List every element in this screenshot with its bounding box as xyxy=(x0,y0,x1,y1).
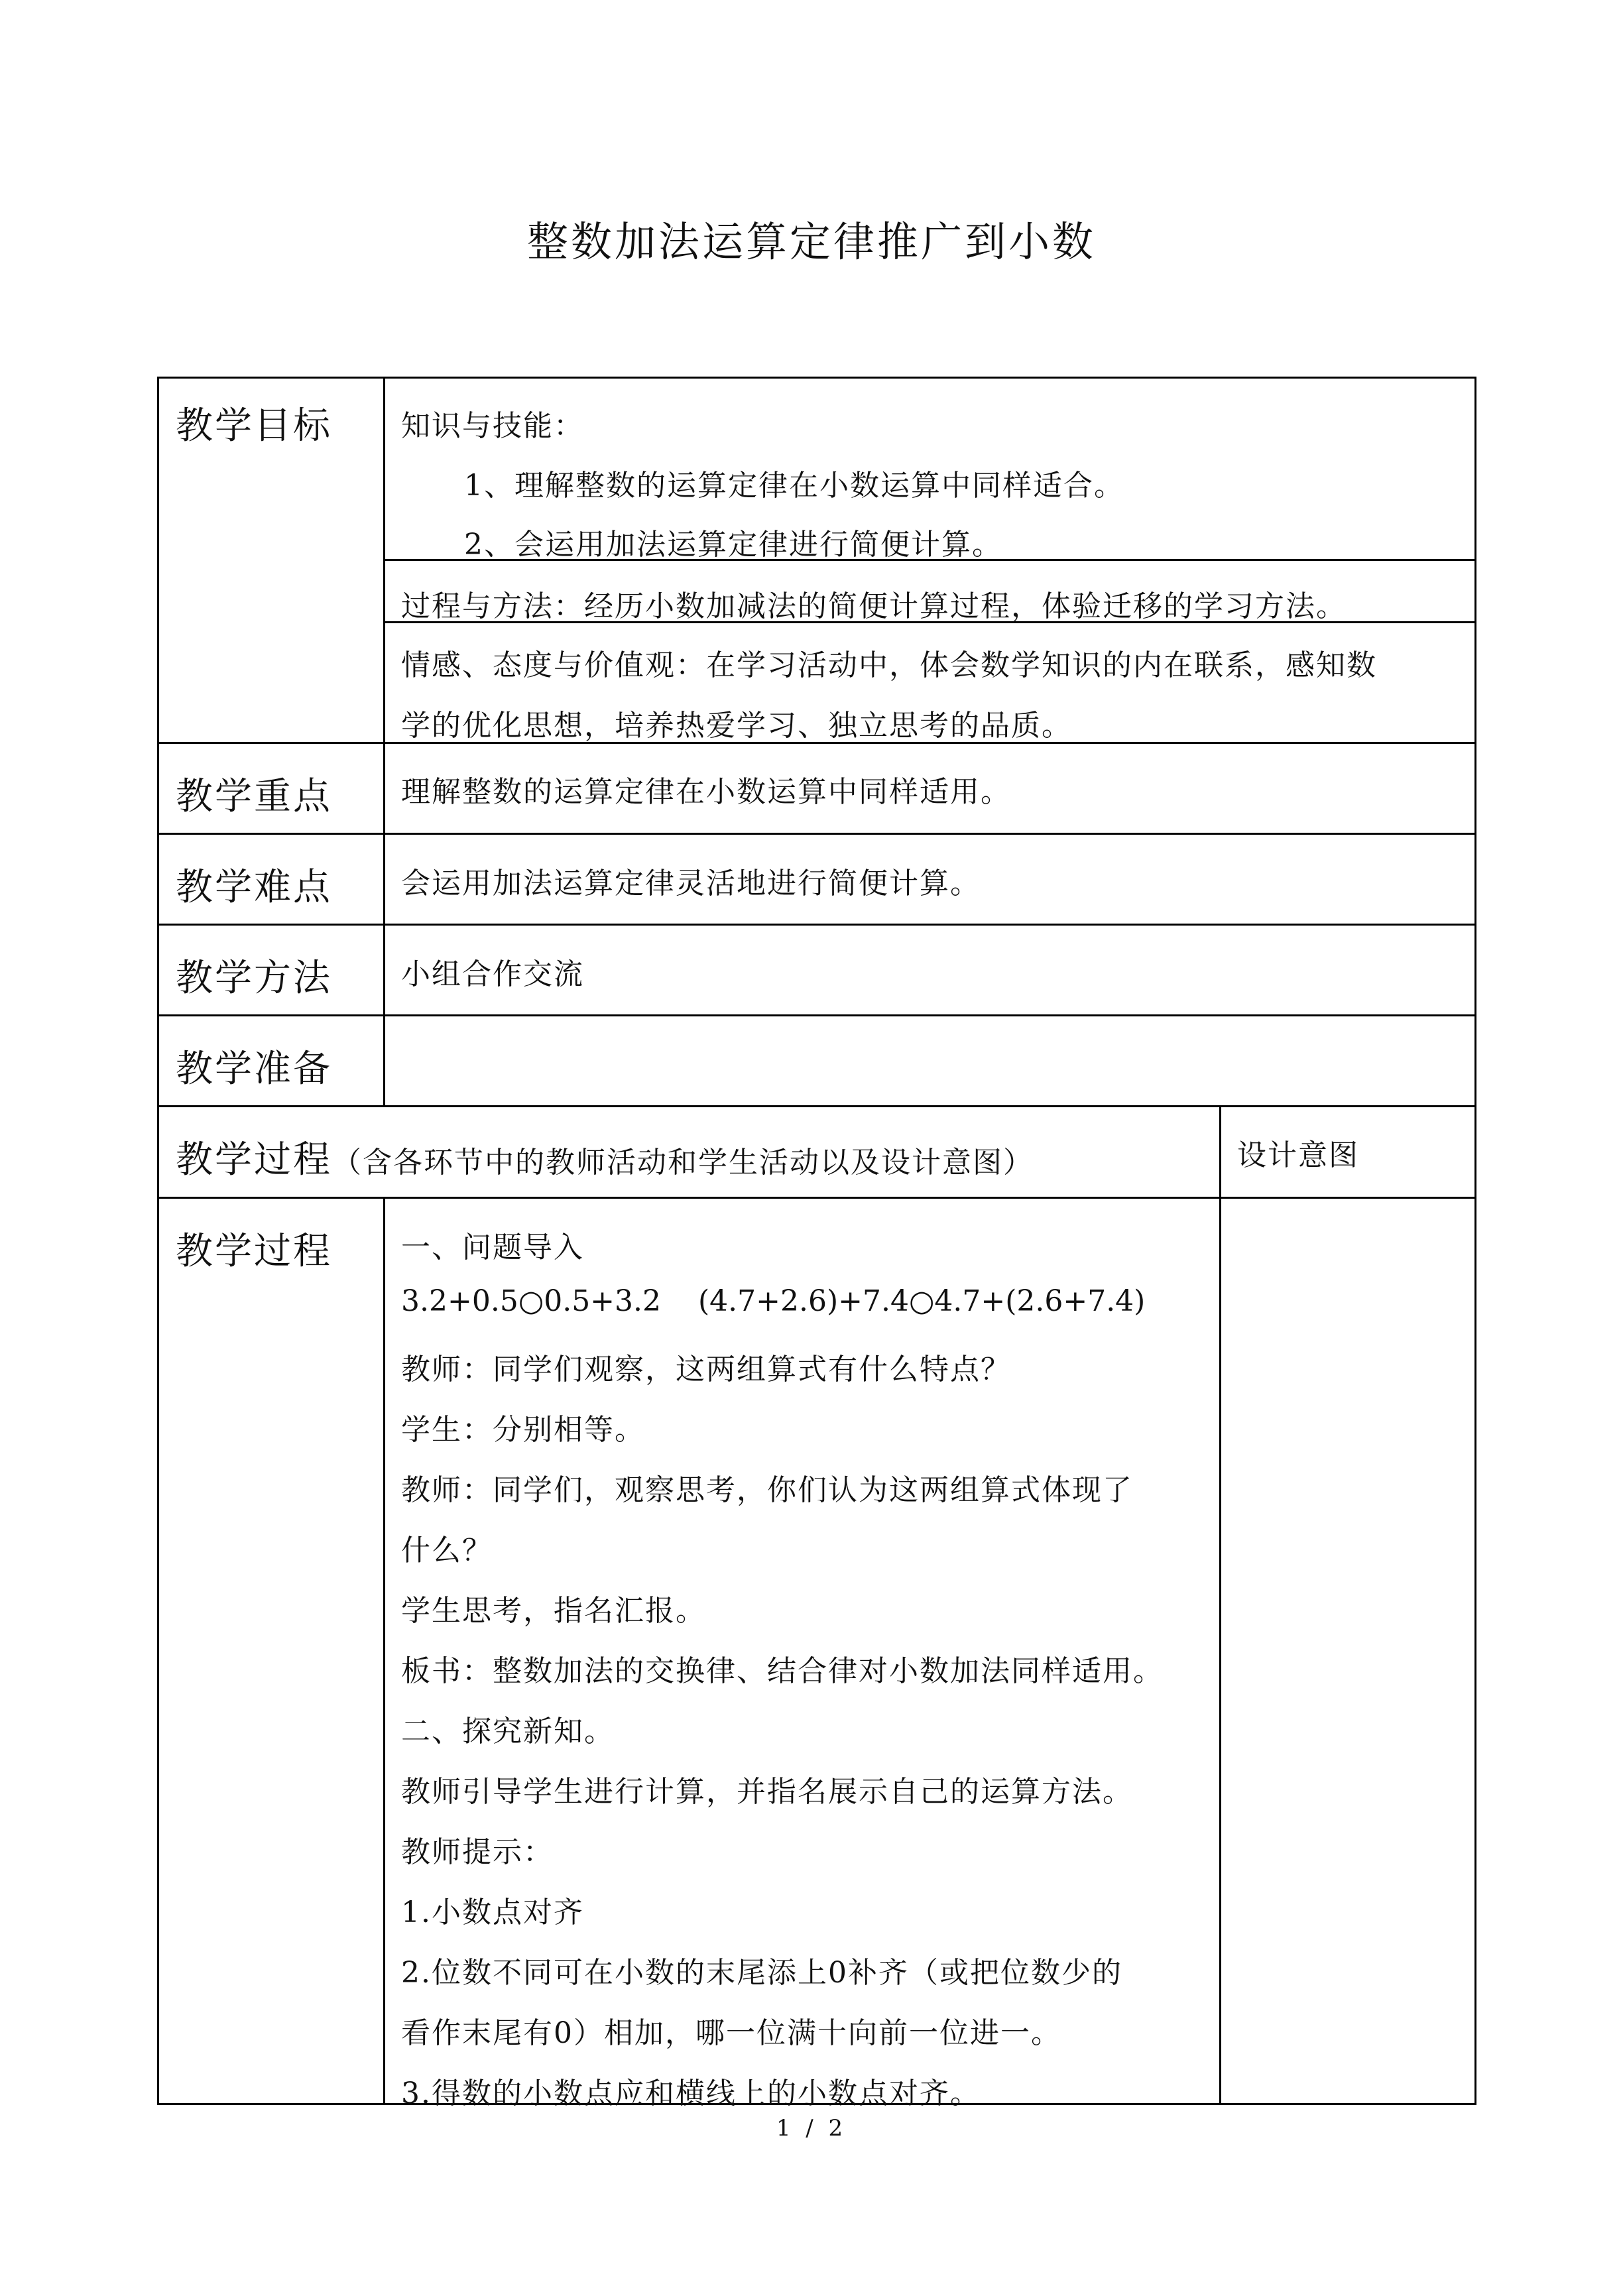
process-label: 教学过程 xyxy=(176,1230,332,1273)
method-label: 教学方法 xyxy=(176,957,332,1000)
table-divider xyxy=(157,924,1476,926)
process-line: 教师：同学们观察，这两组算式有什么特点？ xyxy=(401,1353,1011,1386)
equation-line: 3.2+0.5○0.5+3.2 (4.7+2.6)+7.4○4.7+(2.6+7.4) xyxy=(401,1284,1146,1318)
emotion-text-line: 学的优化思想，培养热爱学习、独立思考的品质。 xyxy=(401,709,1072,743)
knowledge-item: 2、会运用加法运算定律进行简便计算。 xyxy=(464,528,1002,562)
process-line: 教师提示： xyxy=(401,1835,554,1869)
process-line: 2.位数不同可在小数的末尾添上0补齐（或把位数少的 xyxy=(401,1956,1122,1990)
page-number: 1 / 2 xyxy=(776,2115,847,2142)
key-point-label: 教学重点 xyxy=(176,775,332,818)
knowledge-item: 1、理解整数的运算定律在小数运算中同样适合。 xyxy=(464,469,1124,503)
difficulty-text: 会运用加法运算定律灵活地进行简便计算。 xyxy=(401,867,981,900)
table-border-top xyxy=(157,377,1476,379)
process-header xyxy=(176,1130,1034,1183)
table-column-divider xyxy=(383,1197,385,2105)
process-method-text: 过程与方法：经历小数加减法的简便计算过程，体验迁移的学习方法。 xyxy=(401,589,1347,623)
key-point-text: 理解整数的运算定律在小数运算中同样适用。 xyxy=(401,775,1011,809)
process-line: 什么？ xyxy=(401,1534,493,1567)
knowledge-heading: 知识与技能： xyxy=(401,409,584,443)
process-line: 学生思考，指名汇报。 xyxy=(401,1594,706,1628)
design-intent-header: 设计意图 xyxy=(1237,1138,1359,1172)
table-column-divider xyxy=(1219,1105,1221,2105)
process-line: 3.得数的小数点应和横线上的小数点对齐。 xyxy=(401,2077,981,2110)
process-line: 二、探究新知。 xyxy=(401,1715,615,1748)
emotion-text-line: 情感、态度与价值观：在学习活动中，体会数学知识的内在联系，感知数 xyxy=(401,648,1377,682)
goals-label: 教学目标 xyxy=(176,404,332,448)
table-divider xyxy=(157,833,1476,835)
process-header-label: 教学过程 xyxy=(176,1138,332,1181)
process-line: 1.小数点对齐 xyxy=(401,1896,584,1929)
process-line: 一、问题导入 xyxy=(401,1231,584,1264)
process-line: 教师：同学们，观察思考，你们认为这两组算式体现了 xyxy=(401,1473,1133,1507)
process-line: 学生：分别相等。 xyxy=(401,1413,645,1447)
method-text: 小组合作交流 xyxy=(401,957,584,991)
table-column-divider xyxy=(383,377,385,1107)
table-border-left xyxy=(157,377,159,2105)
table-border-right xyxy=(1474,377,1476,2105)
table-divider xyxy=(157,1197,1476,1199)
table-divider xyxy=(157,1014,1476,1016)
table-divider xyxy=(157,1105,1476,1107)
process-header-note: （含各环节中的教师活动和学生活动以及设计意图） xyxy=(332,1146,1034,1179)
preparation-label: 教学准备 xyxy=(176,1048,332,1091)
document-title: 整数加法运算定律推广到小数 xyxy=(526,217,1096,266)
process-line: 板书：整数加法的交换律、结合律对小数加法同样适用。 xyxy=(401,1654,1164,1688)
difficulty-label: 教学难点 xyxy=(176,866,332,909)
process-line: 教师引导学生进行计算，并指名展示自己的运算方法。 xyxy=(401,1775,1133,1809)
process-line: 看作末尾有0）相加，哪一位满十向前一位进一。 xyxy=(401,2016,1061,2050)
